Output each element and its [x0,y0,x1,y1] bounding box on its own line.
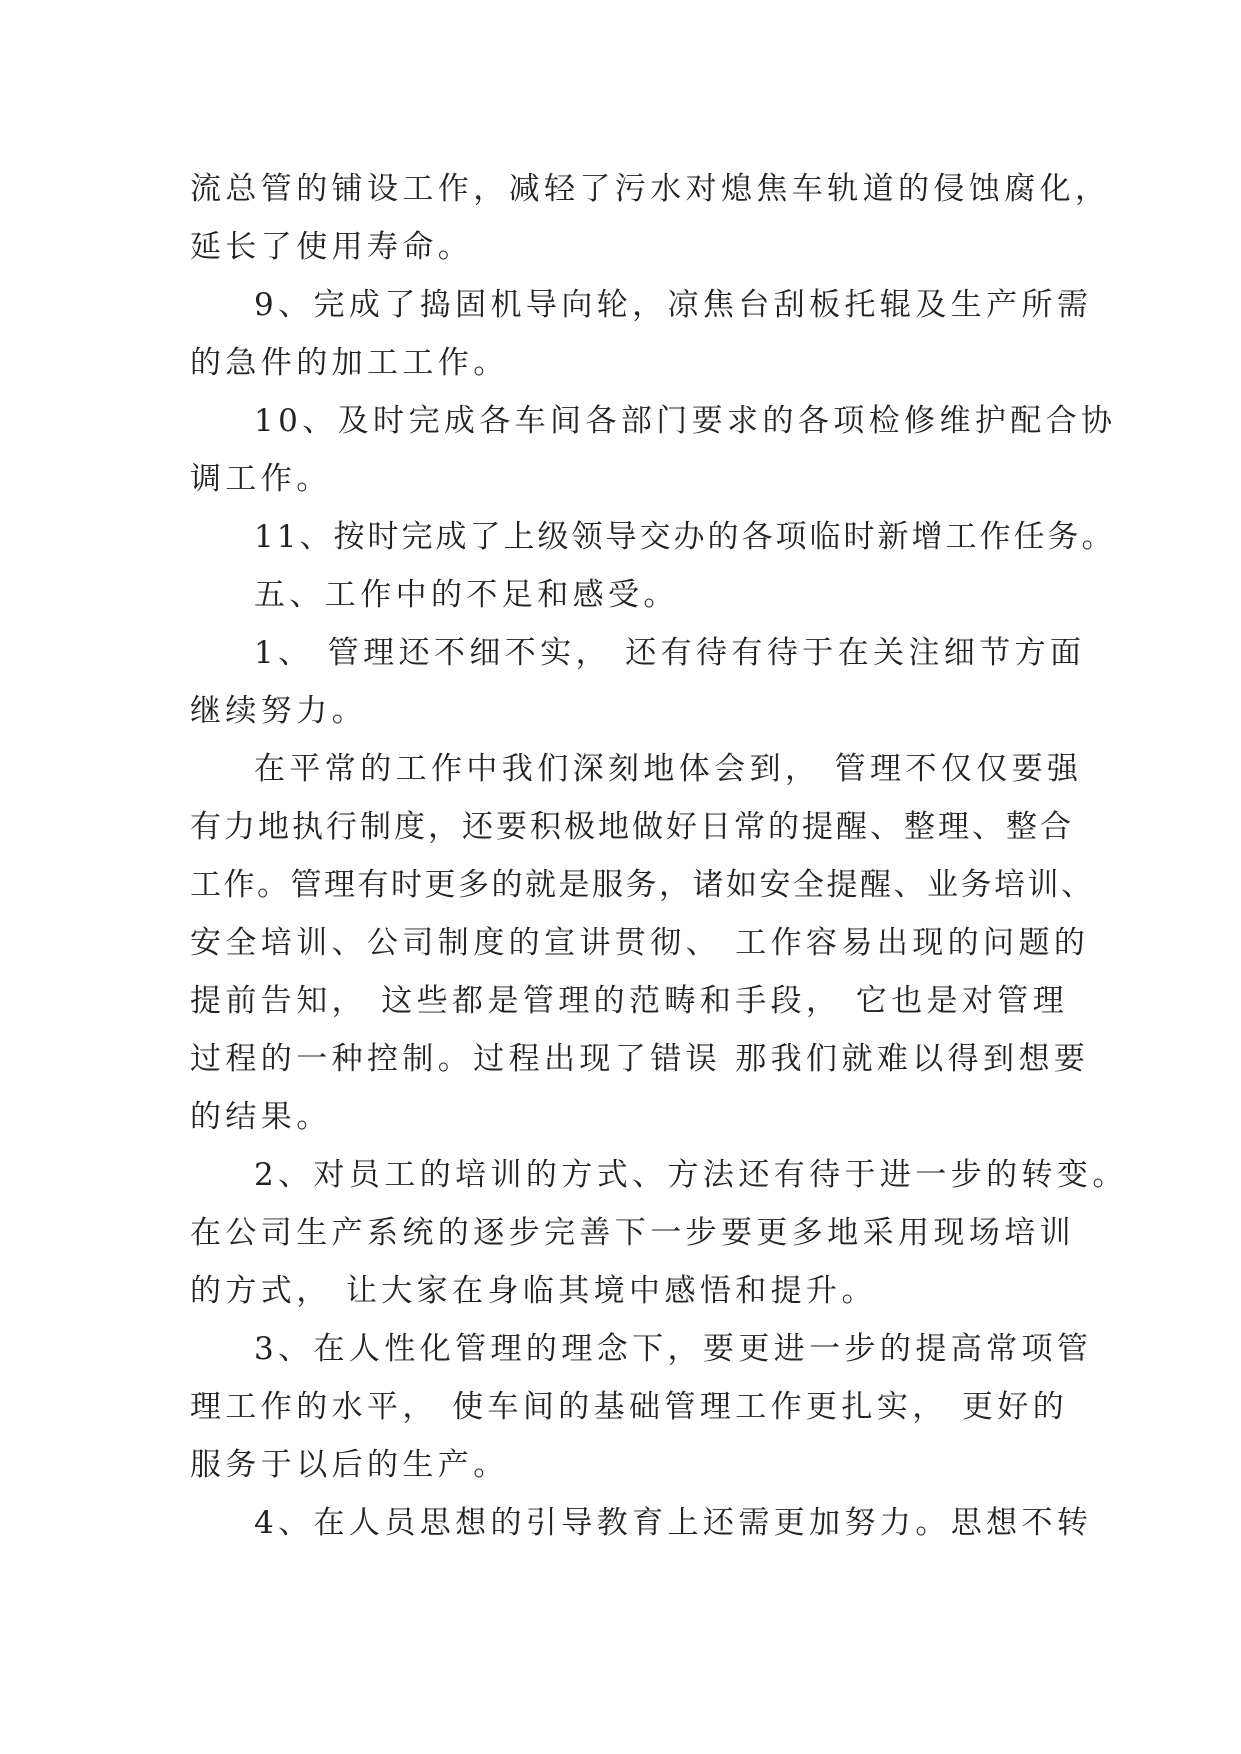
text-line: 流总管的铺设工作，减轻了污水对熄焦车轨道的侵蚀腐化， [190,171,1111,207]
text-line: 理工作的水平， 使车间的基础管理工作更扎实， 更好的 [190,1389,1069,1425]
text-line: 2、对员工的培训的方式、方法还有待于进一步的转变。 [254,1157,1128,1193]
text-line: 提前告知， 这些都是管理的范畴和手段， 它也是对管理 [190,983,1069,1019]
text-line: 10、及时完成各车间各部门要求的各项检修维护配合协 [254,403,1117,439]
text-line: 4、在人员思想的引导教育上还需更加努力。思想不转 [254,1505,1093,1541]
text-line: 工作。管理有时更多的就是服务，诸如安全提醒、业务培训、 [190,867,1095,903]
text-line: 有力地执行制度，还要积极地做好日常的提醒、整理、整合 [190,809,1074,845]
text-line: 在平常的工作中我们深刻地体会到， 管理不仅仅要强 [254,751,1083,787]
text-line: 的结果。 [190,1099,332,1135]
body-text [190,160,1128,1552]
text-line: 服务于以后的生产。 [190,1447,509,1483]
text-line: 调工作。 [190,461,332,497]
text-line: 1、 管理还不细不实， 还有待有待于在关注细节方面 [254,635,1086,671]
text-line: 过程的一种控制。过程出现了错误 那我们就难以得到想要 [190,1041,1090,1077]
text-line: 在公司生产系统的逐步完善下一步要更多地采用现场培训 [190,1215,1075,1251]
text-line: 3、在人性化管理的理念下，要更进一步的提高常项管 [254,1331,1093,1367]
text-line: 安全培训、公司制度的宣讲贯彻、 工作容易出现的问题的 [190,925,1090,961]
text-line: 的方式， 让大家在身临其境中感悟和提升。 [190,1273,877,1309]
text-line: 的急件的加工工作。 [190,345,509,381]
text-line: 继续努力。 [190,693,367,729]
text-line: 11、按时完成了上级领导交办的各项临时新增工作任务。 [254,519,1116,555]
text-line: 9、完成了捣固机导向轮，凉焦台刮板托辊及生产所需 [254,287,1093,323]
text-line: 延长了使用寿命。 [190,229,474,265]
section-heading: 五、工作中的不足和感受。 [254,577,679,613]
